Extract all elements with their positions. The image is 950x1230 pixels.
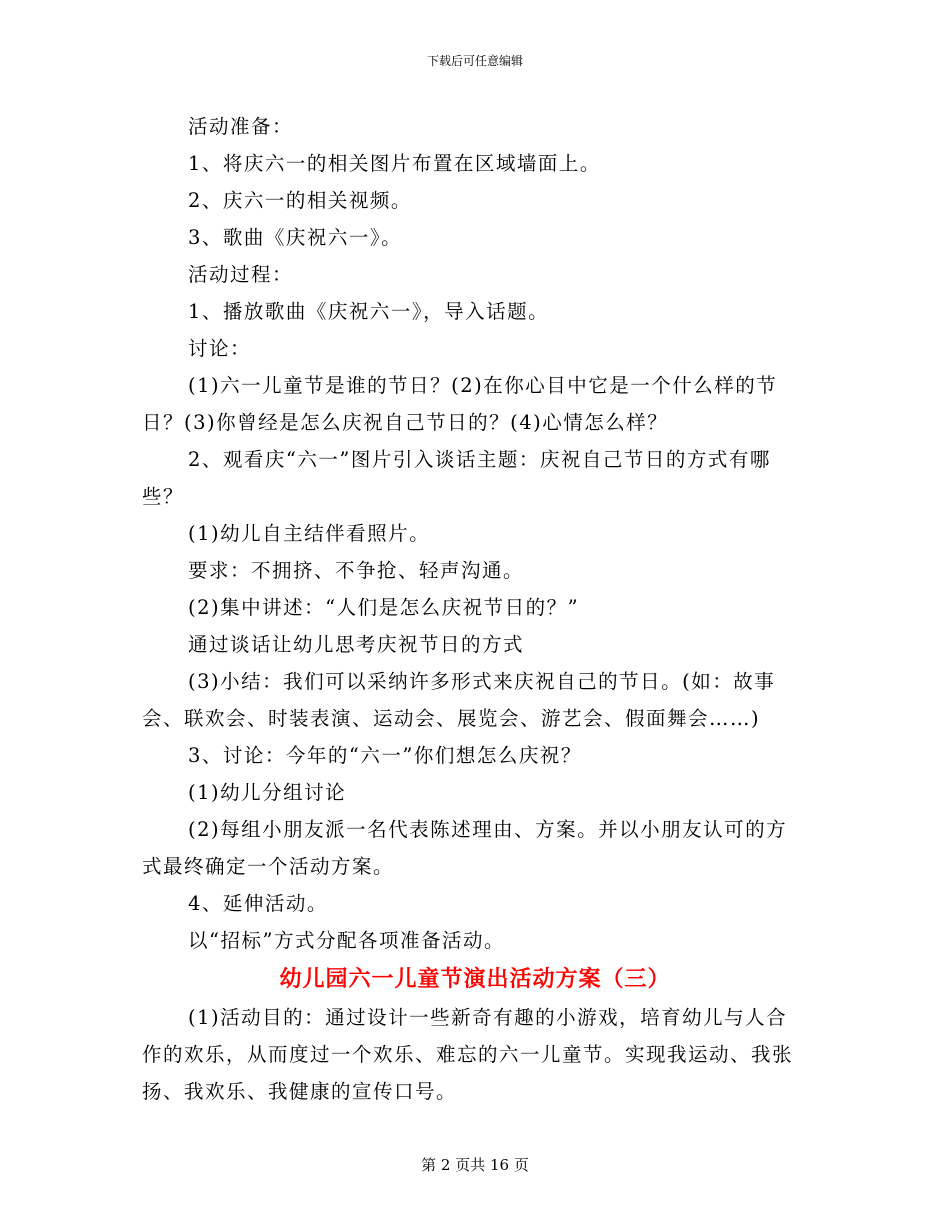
document-body: [142, 108, 808, 1110]
paragraph: (2)集中讲述：“人们是怎么庆祝节日的？”: [188, 596, 580, 619]
paragraph: 1、播放歌曲《庆祝六一》，导入话题。: [188, 300, 550, 323]
paragraph: (3)小结：我们可以采纳许多形式来庆祝自己的节日。(如：故事会、联欢会、时装表演、运动会、展览会、游艺会、假面舞会……): [142, 670, 776, 730]
paragraph: 讨论：: [188, 337, 252, 360]
paragraph: 2、观看庆“六一”图片引入谈话主题：庆祝自己节日的方式有哪些？: [142, 448, 771, 508]
paragraph: 1、将庆六一的相关图片布置在区域墙面上。: [188, 152, 601, 175]
page-footer: 第 2 页共 16 页: [421, 1156, 529, 1174]
paragraph: (1)活动目的：通过设计一些新奇有趣的小游戏，培育幼儿与人合作的欢乐，从而度过一个欢乐、难忘的六一儿童节。实现我运动、我张扬、我欢乐、我健康的宣传口号。: [142, 1006, 794, 1103]
paragraph: 3、歌曲《庆祝六一》。: [188, 226, 403, 249]
paragraph: (2)每组小朋友派一名代表陈述理由、方案。并以小朋友认可的方式最终确定一个活动方案。: [142, 818, 788, 878]
paragraph: 4、延伸活动。: [188, 892, 328, 915]
paragraph: (1)六一儿童节是谁的节日？(2)在你心目中它是一个什么样的节日？(3)你曾经是怎么庆祝自己节日的？(4)心情怎么样？: [142, 374, 778, 434]
paragraph: 活动过程：: [188, 263, 294, 286]
paragraph: 活动准备：: [188, 115, 294, 138]
page-header: 下载后可任意编辑: [426, 54, 523, 68]
paragraph: 以“招标”方式分配各项准备活动。: [188, 929, 505, 952]
paragraph: 要求：不拥挤、不争抢、轻声沟通。: [188, 559, 525, 582]
paragraph: 3、讨论：今年的“六一”你们想怎么庆祝？: [188, 744, 582, 767]
paragraph: 2、庆六一的相关视频。: [188, 189, 412, 212]
paragraph: (1)幼儿自主结伴看照片。: [188, 522, 431, 545]
paragraph: 通过谈话让幼儿思考庆祝节日的方式: [188, 633, 525, 656]
section-title: 幼儿园六一儿童节演出活动方案（三）: [279, 966, 671, 992]
paragraph: (1)幼儿分组讨论: [188, 781, 347, 804]
